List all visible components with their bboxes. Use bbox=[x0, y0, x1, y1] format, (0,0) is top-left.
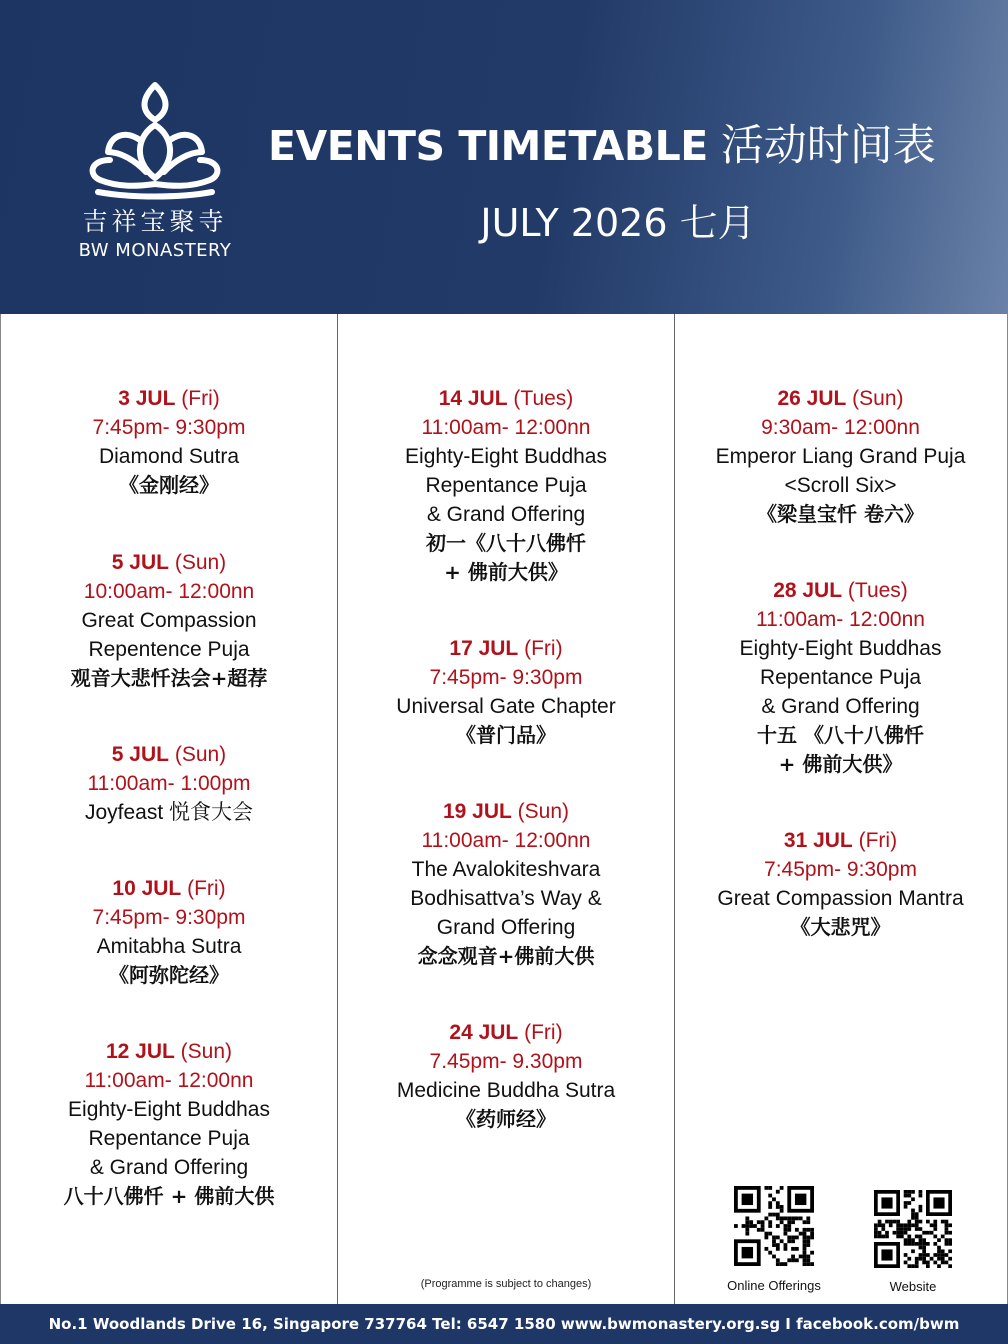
event-day: (Sun) bbox=[852, 387, 904, 410]
event-date-line bbox=[674, 826, 1007, 855]
event-time: 7:45pm- 9:30pm bbox=[429, 666, 583, 689]
event-time: 7:45pm- 9:30pm bbox=[92, 416, 246, 439]
event-time: 7:45pm- 9:30pm bbox=[764, 858, 917, 881]
event-chinese-title: 八十八佛忏 + 佛前大供 bbox=[63, 1184, 275, 1208]
event-title-line: Universal Gate Chapter bbox=[396, 695, 616, 718]
event-chinese-title: 初一《八十八佛忏 bbox=[426, 531, 586, 555]
qr-code-online-offerings[interactable] bbox=[734, 1186, 814, 1266]
event-date: 14 JUL bbox=[438, 387, 508, 410]
event-entry bbox=[1, 1037, 337, 1211]
event-title-line: Eighty-Eight Buddhas bbox=[405, 445, 607, 468]
event-title-line: Medicine Buddha Sutra bbox=[396, 1079, 616, 1102]
event-entry bbox=[338, 634, 674, 750]
event-date: 17 JUL bbox=[449, 637, 519, 660]
event-time: 10:00am- 12:00nn bbox=[83, 580, 255, 603]
event-day: (Sun) bbox=[174, 551, 227, 574]
event-entry bbox=[338, 384, 674, 587]
event-day: (Sun) bbox=[174, 743, 227, 766]
event-entry bbox=[674, 826, 1007, 942]
event-date: 5 JUL bbox=[111, 551, 169, 574]
event-chinese-title: 十五 《八十八佛忏 bbox=[757, 723, 924, 747]
event-day: (Sun) bbox=[517, 800, 570, 823]
event-day: (Tues) bbox=[847, 579, 908, 602]
month-chinese: 七月 bbox=[679, 201, 756, 245]
event-date-line bbox=[1, 1037, 337, 1066]
event-date-line bbox=[674, 576, 1007, 605]
event-date-line bbox=[338, 384, 674, 413]
logo-chinese-name: 吉祥宝聚寺 bbox=[82, 207, 228, 236]
event-date: 28 JUL bbox=[773, 579, 843, 602]
event-chinese-title: 观音大悲忏法会+超荐 bbox=[70, 666, 268, 690]
event-chinese-title: 念念观音+佛前大供 bbox=[417, 944, 595, 968]
event-time: 11:00am- 12:00nn bbox=[421, 416, 591, 439]
event-chinese-title: + 佛前大供》 bbox=[444, 560, 568, 584]
event-entry bbox=[674, 384, 1007, 529]
event-date-line bbox=[338, 634, 674, 663]
event-date-line bbox=[1, 384, 337, 413]
events-column-2 bbox=[337, 314, 675, 1304]
event-title-line: Great Compassion bbox=[81, 609, 257, 632]
schedule-note: (Programme is subject to changes) bbox=[420, 1278, 592, 1290]
event-entry bbox=[1, 740, 337, 827]
event-day: (Fri) bbox=[181, 387, 220, 410]
event-date: 24 JUL bbox=[449, 1021, 519, 1044]
qr-code-website[interactable] bbox=[874, 1190, 954, 1270]
event-title-line: Amitabha Sutra bbox=[96, 935, 242, 958]
event-date: 5 JUL bbox=[111, 743, 169, 766]
event-day: (Fri) bbox=[524, 637, 563, 660]
event-time: 11:00am- 1:00pm bbox=[87, 772, 251, 795]
event-day: (Fri) bbox=[524, 1021, 563, 1044]
event-entry bbox=[1, 874, 337, 990]
lotus-icon bbox=[80, 80, 230, 200]
event-entry bbox=[674, 576, 1007, 779]
event-entry bbox=[1, 548, 337, 693]
event-time: 11:00am- 12:00nn bbox=[421, 829, 591, 852]
event-title-line: Eighty-Eight Buddhas bbox=[68, 1098, 270, 1121]
event-date: 3 JUL bbox=[118, 387, 176, 410]
event-date-line bbox=[1, 874, 337, 903]
event-day: (Sun) bbox=[180, 1040, 233, 1063]
event-time: 9:30am- 12:00nn bbox=[761, 416, 920, 439]
event-title-line: Joyfeast 悦食大会 bbox=[84, 801, 254, 824]
qr-label-online-offerings: Online Offerings bbox=[727, 1278, 821, 1293]
event-chinese-title: 《梁皇宝忏 卷六》 bbox=[757, 502, 924, 526]
qr-code-icon bbox=[874, 1190, 952, 1268]
event-title-line: Repentance Puja bbox=[759, 666, 922, 689]
event-day: (Fri) bbox=[858, 829, 898, 852]
monastery-logo bbox=[70, 80, 240, 270]
event-entry bbox=[338, 1018, 674, 1134]
month-heading bbox=[268, 192, 968, 247]
event-chinese-title: 《阿弥陀经》 bbox=[109, 963, 229, 987]
event-title-line: The Avalokiteshvara bbox=[411, 858, 601, 881]
event-date-line bbox=[1, 548, 337, 577]
event-title-line: Great Compassion Mantra bbox=[717, 887, 964, 910]
event-date: 19 JUL bbox=[442, 800, 512, 823]
events-column-3 bbox=[674, 314, 1007, 1304]
event-title-line: & Grand Offering bbox=[426, 503, 586, 526]
event-date: 10 JUL bbox=[112, 877, 182, 900]
event-time: 11:00am- 12:00nn bbox=[84, 1069, 254, 1092]
event-date-line bbox=[338, 1018, 674, 1047]
qr-code-icon bbox=[734, 1186, 814, 1266]
event-time: 11:00am- 12:00nn bbox=[756, 608, 925, 631]
header-banner bbox=[0, 0, 1008, 314]
event-title-line: Repentance Puja bbox=[88, 1127, 250, 1150]
month-english: JULY 2026 bbox=[480, 201, 668, 245]
event-chinese-title: 《普门品》 bbox=[456, 723, 556, 747]
event-title-line: Eighty-Eight Buddhas bbox=[739, 637, 942, 660]
event-date: 31 JUL bbox=[783, 829, 853, 852]
event-chinese-title: 《大悲咒》 bbox=[790, 915, 891, 939]
event-date: 12 JUL bbox=[105, 1040, 175, 1063]
event-day: (Fri) bbox=[187, 877, 226, 900]
logo-english-name: BW MONASTERY bbox=[78, 240, 232, 261]
event-date: 26 JUL bbox=[777, 387, 847, 410]
event-title-line: Diamond Sutra bbox=[98, 445, 240, 468]
event-title-line: Bodhisattva’s Way & bbox=[410, 887, 602, 910]
event-chinese-title: 《金刚经》 bbox=[119, 473, 219, 497]
event-title-line: Emperor Liang Grand Puja bbox=[715, 445, 966, 468]
event-chinese-title: 《药师经》 bbox=[456, 1107, 556, 1131]
event-date-line bbox=[1, 740, 337, 769]
title-english: EVENTS TIMETABLE bbox=[268, 122, 708, 170]
event-date-line bbox=[674, 384, 1007, 413]
events-column-1 bbox=[1, 314, 337, 1304]
event-time: 7.45pm- 9.30pm bbox=[429, 1050, 583, 1073]
footer-contact: No.1 Woodlands Drive 16, Singapore 737764 Tel: 6547 1580 www.bwmonastery.org.sg I facebook.com/bwm bbox=[0, 1304, 1008, 1344]
event-title-line: & Grand Offering bbox=[761, 695, 920, 718]
event-entry bbox=[1, 384, 337, 500]
events-grid bbox=[0, 314, 1008, 1304]
page-title bbox=[268, 112, 988, 173]
qr-label-website: Website bbox=[889, 1279, 937, 1294]
event-title-line: Repentence Puja bbox=[88, 638, 250, 661]
event-entry bbox=[338, 797, 674, 971]
event-time: 7:45pm- 9:30pm bbox=[92, 906, 246, 929]
event-title-line: <Scroll Six> bbox=[784, 474, 897, 497]
event-title-line: & Grand Offering bbox=[89, 1156, 249, 1179]
event-chinese-title: + 佛前大供》 bbox=[778, 752, 903, 776]
event-date-line bbox=[338, 797, 674, 826]
event-day: (Tues) bbox=[513, 387, 574, 410]
event-title-line: Grand Offering bbox=[436, 916, 576, 939]
event-title-line: Repentance Puja bbox=[425, 474, 587, 497]
title-chinese: 活动时间表 bbox=[720, 121, 936, 171]
